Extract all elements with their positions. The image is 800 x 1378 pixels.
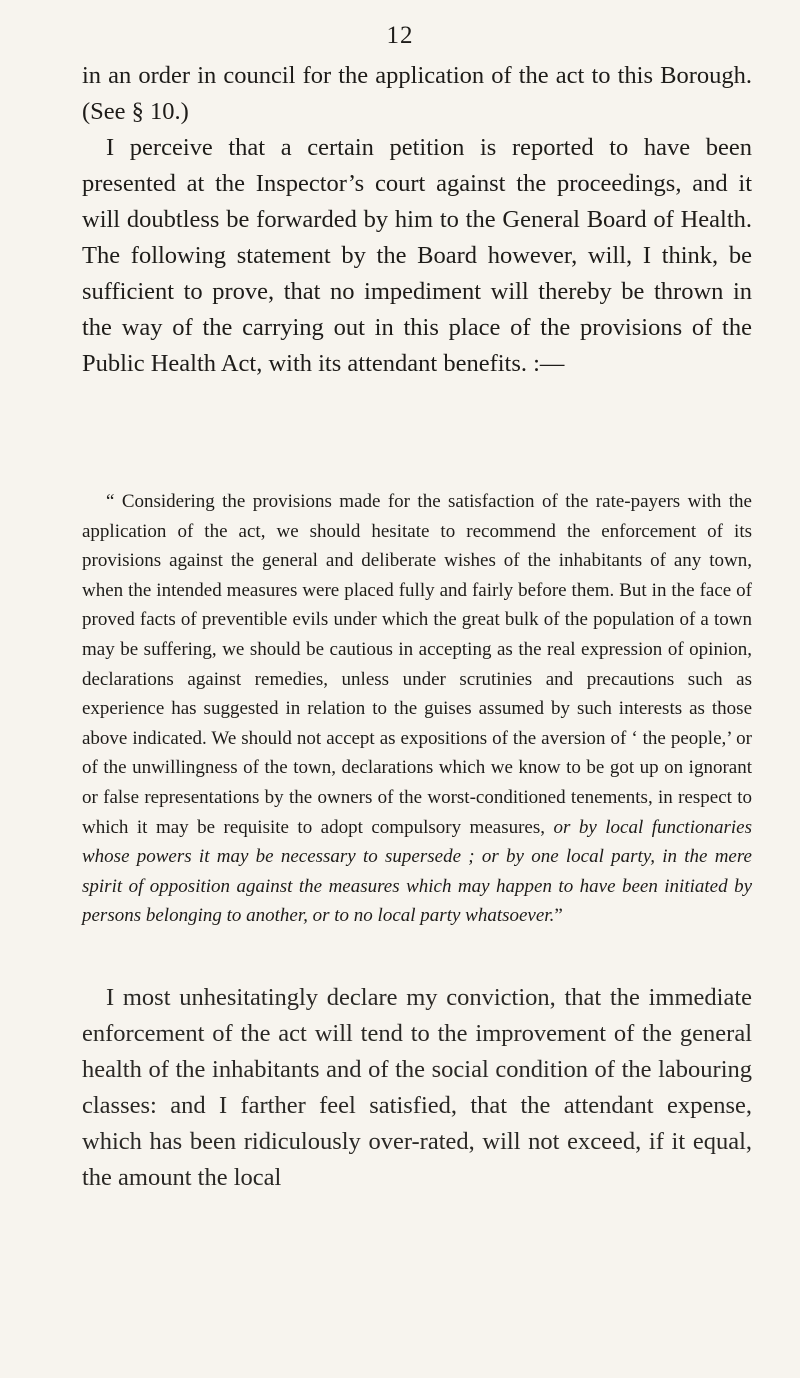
quote-close-mark: ” — [554, 905, 563, 927]
paragraph-conviction — [82, 980, 752, 1196]
quote-italic-text: or by local functionaries whose powers it may be necessary to supersede ; or by one local party, in the mere spirit of opposition against the measures which may happen to have been initiated by persons belonging to another, or to no local party whatsoever. — [82, 816, 752, 927]
page-number: 12 — [386, 22, 414, 49]
quote-plain-text: “ Considering the provisions made for the satisfaction of the rate-payers with the application of the act, we should hesitate to recommend the enforcement of its provisions against the general and deliberate wishes of the inhabitants of any town, when the intended measures were placed fully and fairly before them. But in the face of proved facts of preventible evils under which the great bulk of the population of a town may be suffering, we should be cautious in accepting as the real expression of opinion, declarations against remedies, unless under scrutinies and precautions such as experience has suggested in relation to the guises assumed by such interests as those above indicated. We should not accept as expositions of the aversion of ‘ the people,’ or of the unwillingness of the town, declarations which we know to be got up on ignorant or false representations by the owners of the worst-conditioned tenements, in respect to which it may be requisite to adopt compulsory measures, — [82, 491, 752, 838]
paragraph-conviction-text: I most unhesitatingly declare my conviction, that the immediate enforcement of the act will tend to the improvement of the general health of the inhabitants and of the social condition of the labouring classes: and I farther feel satisfied, that the attendant expense, which has been ridiculously over-rated, will not exceed, if it equal, the amount the local — [82, 984, 752, 1191]
paragraph-petition: I perceive that a certain petition is reported to have been presented at the Inspector’s court against the proceedings, and it will doubtless be forwarded by him to the General Board of Health. The following statement by the Board however, will, I think, be sufficient to prove, that no impediment will thereby be thrown in the way of the carrying out in this place of the provisions of the Public Health Act, with its attendant benefits. :— — [82, 134, 752, 377]
paragraph-continuation-text: in an order in council for the application of the act to this Borough. (See § 10.) — [82, 62, 752, 125]
paragraph-continuation — [82, 58, 752, 382]
board-statement-quote — [82, 487, 752, 931]
